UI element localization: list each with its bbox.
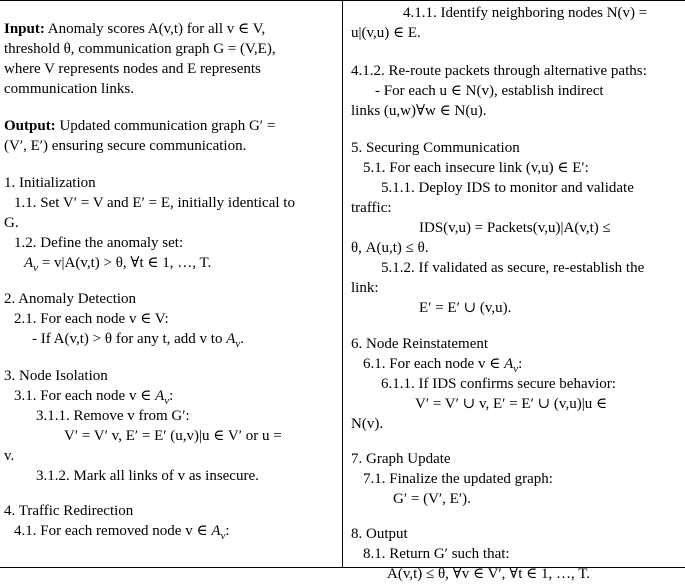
line-s2: 2. Anomaly Detection bbox=[4, 291, 137, 307]
line-s5-1-2a: 5.1.2. If validated as secure, re-establish the bbox=[381, 260, 645, 276]
line-s1-1b: G. bbox=[4, 215, 19, 231]
line-s4-1-2a: - For each u ∈ N(v), establish indirect bbox=[375, 83, 604, 99]
line-input-4: communication links. bbox=[4, 81, 134, 97]
line-s1-2: 1.2. Define the anomaly set: bbox=[14, 235, 184, 251]
line-s1-2f: $A_v = v|A(v,t) > \theta$, ∀t ∈ 1, …, T. bbox=[24, 255, 212, 274]
line-s6-1-1: 6.1.1. If IDS confirms secure behavior: bbox=[381, 376, 616, 392]
line-output-2: (V′, E′) ensuring secure communication. bbox=[4, 138, 247, 154]
line-s5-1-2f: E′ = E′ ∪ (v,u). bbox=[419, 300, 512, 316]
line-s5-1-1a: 5.1.1. Deploy IDS to monitor and validate bbox=[381, 180, 634, 196]
line-s6-1-1f: V′ = V′ ∪ v, E′ = E′ ∪ (v,u)|u ∈ bbox=[415, 396, 608, 412]
line-s5-1: 5.1. For each insecure link (v,u) ∈ E′: bbox=[363, 160, 589, 176]
line-s7-1f: G′ = (V′, E′). bbox=[393, 491, 471, 507]
line-s2-1: 2.1. For each node v ∈ V: bbox=[14, 311, 169, 327]
line-s4-1-2: 4.1.2. Re-route packets through alternative paths: bbox=[351, 63, 647, 79]
line-s4-1-1a: 4.1.1. Identify neighboring nodes N(v) = bbox=[403, 5, 648, 21]
line-s7: 7. Graph Update bbox=[351, 451, 451, 467]
line-s3-1-2: 3.1.2. Mark all links of v as insecure. bbox=[36, 468, 259, 484]
line-s2-1a: - If A(v,t) > θ for any t, add v to $A_v$. bbox=[32, 331, 245, 350]
line-s1-1a: 1.1. Set V′ = V and E′ = E, initially identical to bbox=[14, 195, 295, 211]
line-s4-1-1b: u|(v,u) ∈ E. bbox=[351, 25, 421, 41]
line-s3-1-1g: v. bbox=[4, 448, 15, 464]
line-s1: 1. Initialization bbox=[4, 175, 96, 191]
line-s7-1: 7.1. Finalize the updated graph: bbox=[363, 471, 553, 487]
line-s5-1-2b: link: bbox=[351, 280, 379, 296]
line-s4: 4. Traffic Redirection bbox=[4, 503, 134, 519]
line-s3: 3. Node Isolation bbox=[4, 368, 108, 384]
line-s8-1f: A(v,t) ≤ θ, ∀v ∈ V′, ∀t ∈ 1, …, T. bbox=[387, 566, 591, 582]
line-s4-1-2b: links (u,w)∀w ∈ N(u). bbox=[351, 103, 487, 119]
line-s3-1: 3.1. For each node v ∈ $A_v$: bbox=[14, 388, 174, 407]
line-s6-1: 6.1. For each node v ∈ $A_v$: bbox=[363, 356, 523, 375]
line-s4-1: 4.1. For each removed node v ∈ $A_v$: bbox=[14, 523, 230, 542]
line-input-2: threshold θ, communication graph G = (V,E), bbox=[4, 41, 276, 57]
line-s6: 6. Node Reinstatement bbox=[351, 336, 489, 352]
line-s3-1-1: 3.1.1. Remove v from G′: bbox=[36, 408, 190, 424]
line-s8: 8. Output bbox=[351, 526, 408, 542]
line-s5-1-1f2: θ, A(u,t) ≤ θ. bbox=[351, 240, 429, 256]
line-input-3: where V represents nodes and E represents bbox=[4, 61, 261, 77]
line-s6-1-1g: N(v). bbox=[351, 416, 384, 432]
line-s5-1-1f1: IDS(v,u) = Packets(v,u)|A(v,t) ≤ bbox=[419, 220, 611, 236]
line-s8-1: 8.1. Return G′ such that: bbox=[363, 546, 510, 562]
line-s3-1-1f: V′ = V′ v, E′ = E′ (u,v)|u ∈ V′ or u = bbox=[64, 428, 282, 444]
line-input-1: Input: Anomaly scores A(v,t) for all v ∈ V, bbox=[4, 21, 266, 37]
line-s5: 5. Securing Communication bbox=[351, 140, 520, 156]
column-divider bbox=[342, 1, 343, 567]
line-output-1: Output: Updated communication graph G′ = bbox=[4, 118, 276, 134]
line-s5-1-1b: traffic: bbox=[351, 200, 392, 216]
